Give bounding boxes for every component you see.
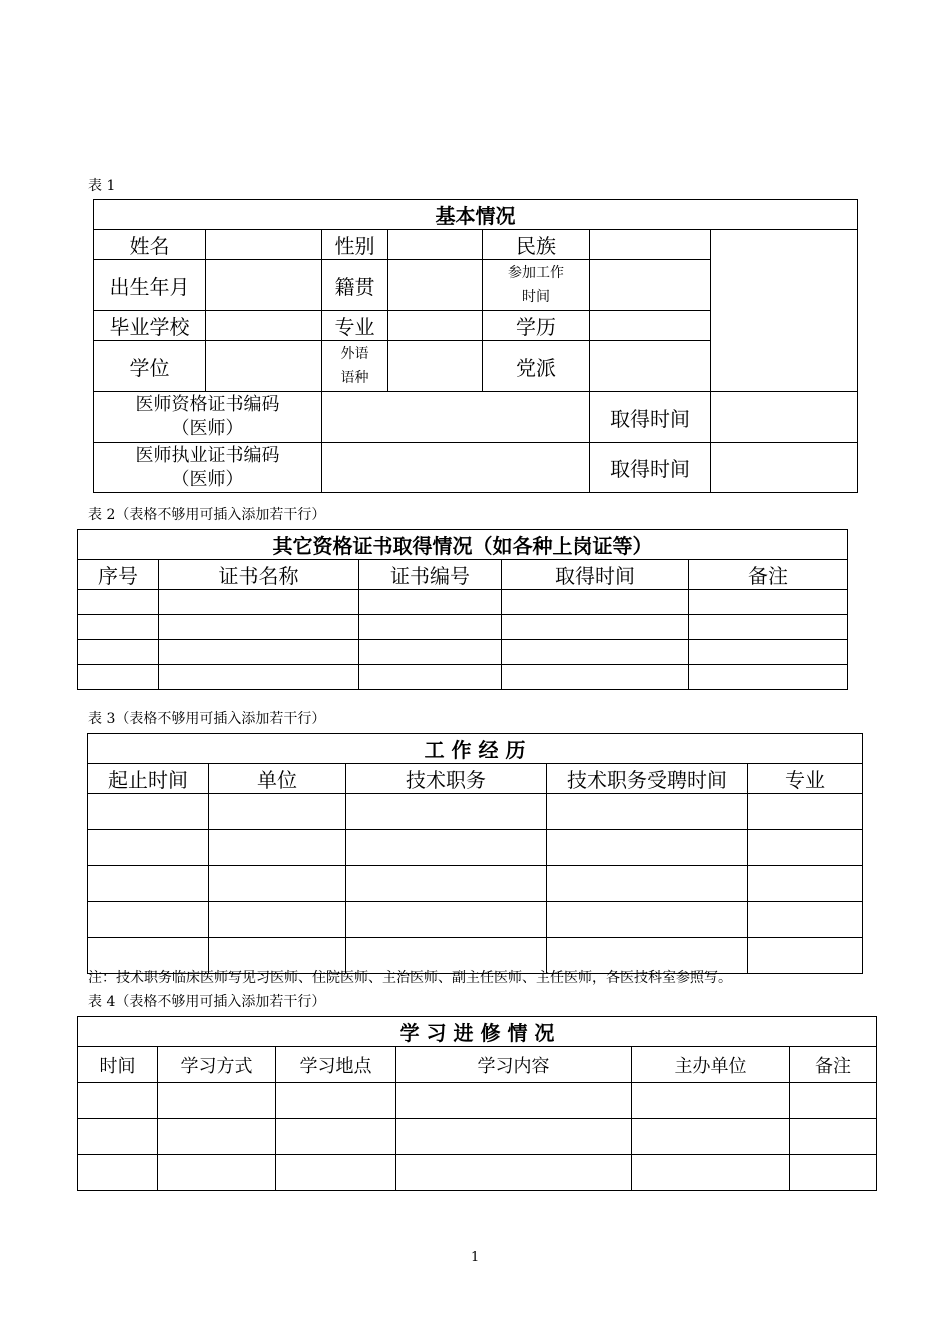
header-time: 时间 xyxy=(78,1047,158,1083)
table-row xyxy=(78,1083,877,1119)
header-period: 起止时间 xyxy=(88,764,209,794)
field-cert-qual-time[interactable] xyxy=(711,392,858,443)
photo-cell[interactable] xyxy=(711,230,858,392)
table-cell[interactable] xyxy=(159,590,359,615)
table-row xyxy=(88,794,863,830)
table-cell[interactable] xyxy=(632,1083,790,1119)
table-cell[interactable] xyxy=(790,1119,877,1155)
table-cell[interactable] xyxy=(78,590,159,615)
table-cell[interactable] xyxy=(88,794,209,830)
table-cell[interactable] xyxy=(158,1155,276,1191)
label-major: 专业 xyxy=(322,311,388,341)
study-title: 学 习 进 修 情 况 xyxy=(78,1017,877,1047)
field-native-place[interactable] xyxy=(388,260,483,311)
table-cell[interactable] xyxy=(158,1119,276,1155)
table-cell[interactable] xyxy=(346,866,547,902)
header-study-content: 学习内容 xyxy=(396,1047,632,1083)
table4-caption: 表 4（表格不够用可插入添加若干行） xyxy=(88,994,326,1010)
table-cell[interactable] xyxy=(88,866,209,902)
header-tech-title-time: 技术职务受聘时间 xyxy=(547,764,748,794)
label-work-start-line1: 参加工作 xyxy=(508,265,564,281)
label-degree: 学位 xyxy=(94,341,206,392)
table-cell[interactable] xyxy=(790,1155,877,1191)
header-study-place: 学习地点 xyxy=(276,1047,396,1083)
table-cell[interactable] xyxy=(158,1083,276,1119)
label-cert-prac-time: 取得时间 xyxy=(590,443,711,493)
label-cert-prac-line2: （医师） xyxy=(171,468,244,490)
label-school: 毕业学校 xyxy=(94,311,206,341)
header-remark: 备注 xyxy=(790,1047,877,1083)
label-cert-prac xyxy=(94,443,322,493)
table-cell[interactable] xyxy=(547,902,748,938)
table-cell[interactable] xyxy=(159,665,359,690)
table-cell[interactable] xyxy=(790,1083,877,1119)
header-unit: 单位 xyxy=(209,764,346,794)
table-cell[interactable] xyxy=(396,1155,632,1191)
table-cell[interactable] xyxy=(88,902,209,938)
table-cell[interactable] xyxy=(359,615,502,640)
label-name: 姓名 xyxy=(94,230,206,260)
table-cell[interactable] xyxy=(276,1083,396,1119)
table-cell[interactable] xyxy=(78,1119,158,1155)
table-cell[interactable] xyxy=(78,640,159,665)
table-cell[interactable] xyxy=(547,830,748,866)
label-cert-qual-line1: 医师资格证书编码 xyxy=(135,394,280,415)
label-work-start xyxy=(483,260,590,311)
table-cell[interactable] xyxy=(88,938,209,974)
header-seq: 序号 xyxy=(78,560,159,590)
label-cert-qual-time: 取得时间 xyxy=(590,392,711,443)
header-remark: 备注 xyxy=(689,560,848,590)
table-cell[interactable] xyxy=(346,830,547,866)
table-cell[interactable] xyxy=(209,938,346,974)
table1-caption: 表 1 xyxy=(88,178,116,194)
field-cert-prac-code[interactable] xyxy=(322,443,590,493)
table-cell[interactable] xyxy=(276,1119,396,1155)
table-cell[interactable] xyxy=(689,615,848,640)
table-row xyxy=(78,615,848,640)
table-cell[interactable] xyxy=(748,830,863,866)
label-gender: 性别 xyxy=(322,230,388,260)
table-cell[interactable] xyxy=(159,640,359,665)
header-obtain-time: 取得时间 xyxy=(502,560,689,590)
header-cert-no: 证书编号 xyxy=(359,560,502,590)
label-language-line1: 外语 xyxy=(340,346,369,362)
table-cell[interactable] xyxy=(502,640,689,665)
table-cell[interactable] xyxy=(748,902,863,938)
table-cell[interactable] xyxy=(632,1155,790,1191)
table-cell[interactable] xyxy=(748,794,863,830)
table-cell[interactable] xyxy=(209,830,346,866)
field-degree[interactable] xyxy=(206,341,322,392)
label-language-line2: 语种 xyxy=(340,370,369,386)
work-history-table xyxy=(87,733,863,974)
table-cell[interactable] xyxy=(359,590,502,615)
table-cell[interactable] xyxy=(547,938,748,974)
header-specialty: 专业 xyxy=(748,764,863,794)
table-row xyxy=(78,590,848,615)
field-major[interactable] xyxy=(388,311,483,341)
field-name[interactable] xyxy=(206,230,322,260)
table-cell[interactable] xyxy=(502,615,689,640)
header-cert-name: 证书名称 xyxy=(159,560,359,590)
table-cell[interactable] xyxy=(502,590,689,615)
table-row xyxy=(78,1119,877,1155)
basic-info-title: 基本情况 xyxy=(94,200,858,230)
study-table xyxy=(77,1016,877,1191)
header-organizer: 主办单位 xyxy=(632,1047,790,1083)
field-language[interactable] xyxy=(388,341,483,392)
other-cert-title: 其它资格证书取得情况（如各种上岗证等） xyxy=(78,530,848,560)
table-cell[interactable] xyxy=(78,1155,158,1191)
table-row xyxy=(78,1155,877,1191)
table-row xyxy=(78,640,848,665)
label-cert-prac-line1: 医师执业证书编码 xyxy=(135,444,280,466)
label-ethnicity: 民族 xyxy=(483,230,590,260)
field-cert-prac-time[interactable] xyxy=(711,443,858,493)
table-cell[interactable] xyxy=(78,615,159,640)
table-row xyxy=(88,938,863,974)
table-cell[interactable] xyxy=(359,665,502,690)
work-history-title: 工 作 经 历 xyxy=(88,734,863,764)
table3-caption: 表 3（表格不够用可插入添加若干行） xyxy=(88,711,326,727)
field-school[interactable] xyxy=(206,311,322,341)
page-number: 1 xyxy=(471,1250,480,1265)
table-cell[interactable] xyxy=(159,615,359,640)
field-birth[interactable] xyxy=(206,260,322,311)
basic-info-table xyxy=(93,199,858,493)
table-row xyxy=(88,830,863,866)
table-cell[interactable] xyxy=(748,938,863,974)
table-cell[interactable] xyxy=(276,1155,396,1191)
work-history-note: 注：技术职务临床医师写见习医师、住院医师、主治医师、副主任医师、主任医师，各医技科室参照写。 xyxy=(88,970,732,986)
table-cell[interactable] xyxy=(209,902,346,938)
label-native-place: 籍贯 xyxy=(322,260,388,311)
table-cell[interactable] xyxy=(346,938,547,974)
table-row xyxy=(88,902,863,938)
table-cell[interactable] xyxy=(346,794,547,830)
field-ethnicity[interactable] xyxy=(590,230,711,260)
table-cell[interactable] xyxy=(547,794,748,830)
table-cell[interactable] xyxy=(346,902,547,938)
table-cell[interactable] xyxy=(632,1119,790,1155)
label-birth: 出生年月 xyxy=(94,260,206,311)
field-cert-qual-code[interactable] xyxy=(322,392,590,443)
table-cell[interactable] xyxy=(78,665,159,690)
label-work-start-line2: 时间 xyxy=(522,289,550,305)
field-work-start[interactable] xyxy=(590,260,711,311)
field-party[interactable] xyxy=(590,341,711,392)
table-cell[interactable] xyxy=(748,866,863,902)
field-education[interactable] xyxy=(590,311,711,341)
label-language xyxy=(322,341,388,392)
table-row xyxy=(78,665,848,690)
table-cell[interactable] xyxy=(396,1083,632,1119)
label-cert-qual-line2: （医师） xyxy=(171,418,244,439)
table-cell[interactable] xyxy=(689,640,848,665)
table-cell[interactable] xyxy=(689,590,848,615)
table-cell[interactable] xyxy=(88,830,209,866)
table-cell[interactable] xyxy=(78,1083,158,1119)
label-education: 学历 xyxy=(483,311,590,341)
table-cell[interactable] xyxy=(209,866,346,902)
table-row xyxy=(88,866,863,902)
label-party: 党派 xyxy=(483,341,590,392)
label-cert-qual xyxy=(94,392,322,443)
table-cell[interactable] xyxy=(359,640,502,665)
table-cell[interactable] xyxy=(502,665,689,690)
table-cell[interactable] xyxy=(689,665,848,690)
table-cell[interactable] xyxy=(547,866,748,902)
table-cell[interactable] xyxy=(209,794,346,830)
header-tech-title: 技术职务 xyxy=(346,764,547,794)
table-cell[interactable] xyxy=(396,1119,632,1155)
header-study-mode: 学习方式 xyxy=(158,1047,276,1083)
table2-caption: 表 2（表格不够用可插入添加若干行） xyxy=(88,507,326,523)
other-cert-table xyxy=(77,529,848,690)
field-gender[interactable] xyxy=(388,230,483,260)
